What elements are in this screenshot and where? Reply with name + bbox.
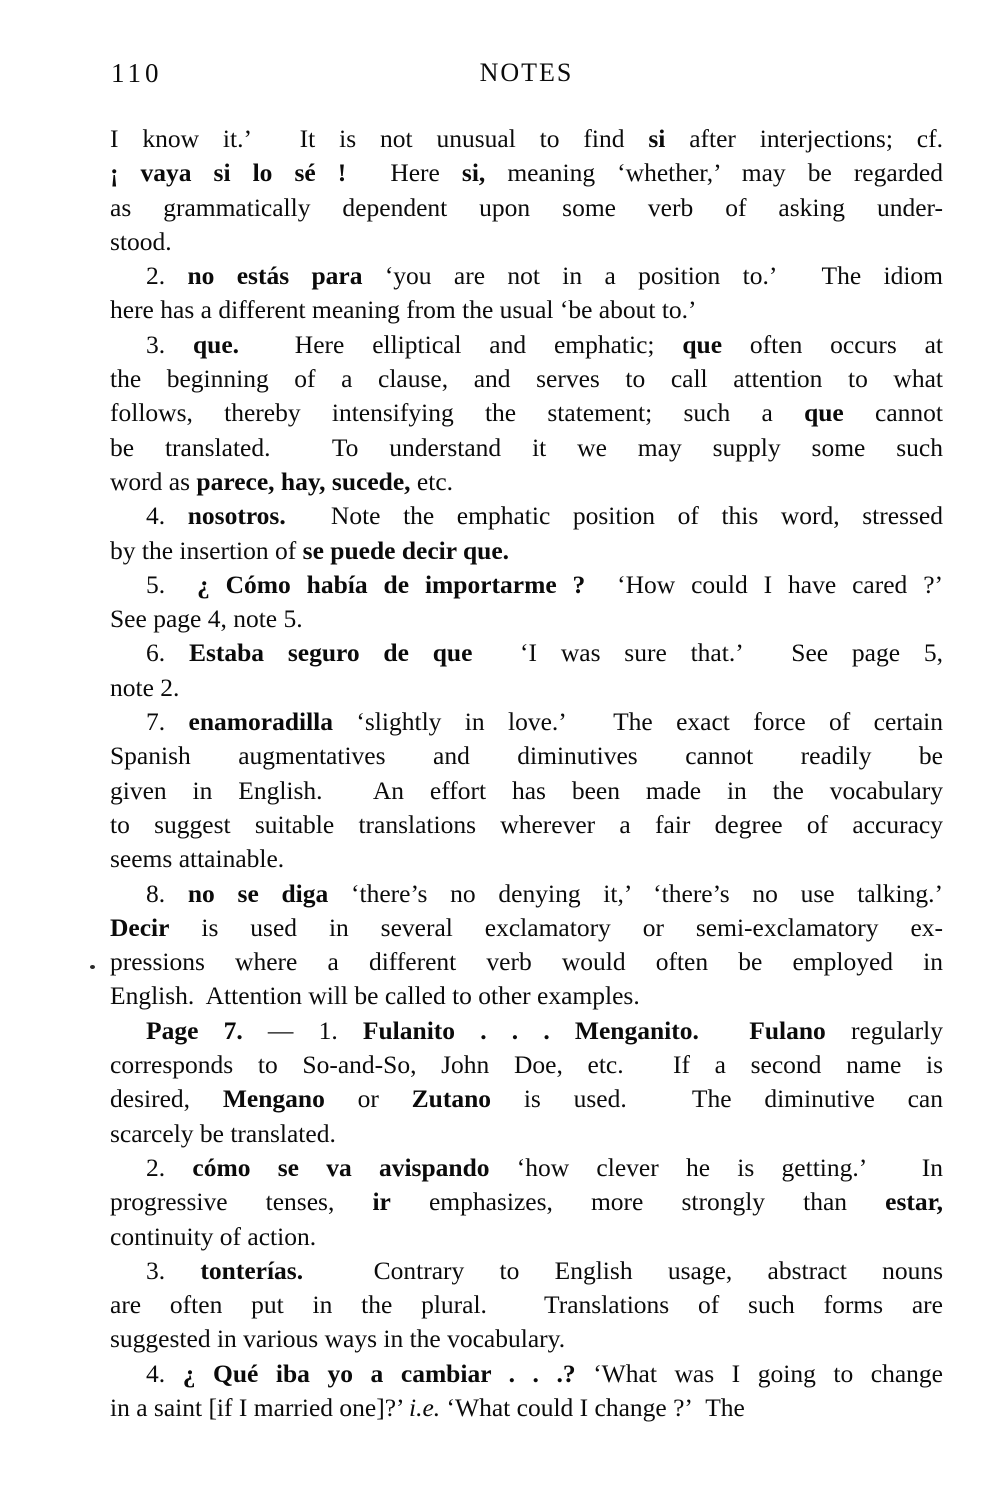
text-run: — 1. xyxy=(242,1015,363,1045)
text-line xyxy=(110,534,943,568)
text-line xyxy=(110,1082,943,1116)
bold-term: ¿ Qué iba yo a cambiar . . .? xyxy=(182,1358,576,1388)
text-run: continuity of action. xyxy=(110,1221,317,1251)
bold-term: cómo se va avispando xyxy=(192,1152,490,1182)
paragraph xyxy=(110,122,943,259)
text-run: note 2. xyxy=(110,672,180,702)
text-run xyxy=(699,1016,749,1045)
paragraph xyxy=(110,1014,943,1151)
text-line xyxy=(110,1220,943,1254)
text-line xyxy=(110,1117,943,1151)
text-run: emphasizes, more strongly than xyxy=(390,1187,886,1217)
bold-term: que xyxy=(682,329,723,359)
text-run: I know it.’ It is not unusual to find xyxy=(110,124,649,153)
text-line xyxy=(110,877,943,911)
text-line xyxy=(110,842,943,876)
bold-term: Page 7. xyxy=(146,1015,243,1045)
text-line xyxy=(110,1185,943,1219)
text-run: 4. xyxy=(146,1358,183,1388)
bold-term: no estás para xyxy=(187,261,363,291)
bold-term: se puede decir que. xyxy=(302,535,510,565)
bold-term: ¡ vaya si lo sé ! xyxy=(110,158,347,188)
bold-term: parece, hay, sucede, xyxy=(196,466,411,496)
text-run: 3. xyxy=(146,329,193,359)
page-body xyxy=(110,122,943,1425)
bold-term: tonterías. xyxy=(200,1255,304,1285)
text-line xyxy=(110,191,943,225)
text-line xyxy=(110,225,943,259)
text-line xyxy=(110,362,943,396)
text-run: scarcely be translated. xyxy=(110,1118,336,1148)
paragraph xyxy=(110,636,943,705)
text-run: the beginning of a clause, and serves to call attention to what xyxy=(110,364,943,394)
text-line xyxy=(110,156,943,190)
text-run: 7. xyxy=(146,707,189,737)
text-line xyxy=(110,499,943,533)
bold-term: Mengano xyxy=(222,1084,325,1114)
bold-term: que. xyxy=(193,329,240,359)
text-run: Here elliptical and emphatic; xyxy=(239,329,683,359)
paragraph xyxy=(110,705,943,876)
text-run: Here xyxy=(346,158,462,188)
bold-term: estar, xyxy=(885,1187,944,1217)
text-line xyxy=(110,431,943,465)
paragraph xyxy=(110,259,943,328)
text-line xyxy=(110,739,943,773)
text-line xyxy=(110,259,943,293)
text-run: seems attainable. xyxy=(110,844,285,874)
text-run: is used in several exclamatory or semi-exclamatory ex- xyxy=(169,912,943,942)
text-line xyxy=(110,396,943,430)
text-run: 6. xyxy=(146,638,189,668)
text-run: is used. The diminutive can xyxy=(491,1084,943,1114)
text-run: 8. xyxy=(146,878,188,908)
text-run: 2. xyxy=(146,261,188,291)
text-run: progressive tenses, xyxy=(110,1187,373,1217)
text-run: or xyxy=(324,1084,412,1114)
text-run: 5. xyxy=(146,569,197,599)
paragraph xyxy=(110,568,943,637)
bold-term: no se diga xyxy=(187,878,329,908)
text-run: corresponds to So-and-So, John Doe, etc. If a second name is xyxy=(110,1050,943,1080)
bold-term: que xyxy=(804,398,844,428)
text-run: Note the emphatic position of this word, stressed xyxy=(285,501,943,531)
italic-term: i.e. xyxy=(409,1392,441,1422)
paragraph xyxy=(110,1357,943,1426)
text-line xyxy=(110,568,943,602)
text-line xyxy=(110,465,943,499)
text-line xyxy=(110,636,943,670)
text-run: here has a different meaning from the usual ‘be about to.’ xyxy=(110,295,697,325)
bold-term: si xyxy=(648,124,666,153)
text-run: 3. xyxy=(146,1255,201,1285)
text-line xyxy=(110,602,943,636)
text-line xyxy=(110,705,943,739)
text-run: ‘you are not in a position to.’ The idiom xyxy=(362,261,944,291)
text-run: ‘What was I going to change xyxy=(575,1358,943,1388)
bold-term: ¿ Cómo había de importarme ? xyxy=(196,569,586,599)
text-run: stood. xyxy=(110,226,172,256)
bold-term: Fulano xyxy=(749,1015,826,1045)
text-run: ‘I was sure that.’ See page 5, xyxy=(472,638,944,668)
text-run: regularly xyxy=(825,1015,944,1045)
text-run: meaning ‘whether,’ may be regarded xyxy=(485,158,944,188)
scan-artifact-dot xyxy=(90,965,95,969)
text-run: given in English. An effort has been made in the vocabulary xyxy=(110,775,943,805)
bold-term: Fulanito . . . Menganito. xyxy=(362,1015,699,1045)
paragraph xyxy=(110,877,943,1014)
text-line xyxy=(110,1357,943,1391)
text-run: in a saint [if I married one]?’ xyxy=(110,1392,410,1422)
text-run: ‘there’s no denying it,’ ‘there’s no use talking.’ xyxy=(328,878,943,908)
text-line xyxy=(110,293,943,327)
text-run: after interjections; cf. xyxy=(665,124,943,153)
bold-term: si, xyxy=(461,158,486,188)
bold-term: nosotros. xyxy=(187,501,286,531)
text-run: be translated. To understand it we may supply some such xyxy=(110,432,943,462)
text-run: word as xyxy=(110,466,197,496)
text-run: are often put in the plural. Translations of such forms are xyxy=(110,1290,943,1320)
text-line xyxy=(110,979,943,1013)
text-line xyxy=(110,1391,943,1425)
running-head-title: NOTES xyxy=(479,58,574,87)
text-run: 4. xyxy=(146,501,188,531)
text-run: Spanish augmentatives and diminutives cannot readily be xyxy=(110,741,943,771)
text-run: ‘slightly in love.’ The exact force of certain xyxy=(333,707,944,737)
text-run: as grammatically dependent upon some verb of asking under- xyxy=(110,192,943,222)
text-run: ‘What could I change ?’ The xyxy=(440,1392,745,1422)
bold-term: Decir xyxy=(110,912,170,942)
text-line xyxy=(110,671,943,705)
text-run: suggested in various ways in the vocabulary. xyxy=(110,1324,566,1354)
text-line xyxy=(110,808,943,842)
text-run: often occurs at xyxy=(722,329,944,359)
text-line xyxy=(110,1322,943,1356)
paragraph xyxy=(110,1254,943,1357)
text-line xyxy=(110,945,943,979)
text-line xyxy=(110,122,943,156)
text-line xyxy=(110,1288,943,1322)
text-run: ‘How could I have cared ?’ xyxy=(585,569,944,599)
text-line xyxy=(110,1254,943,1288)
text-line xyxy=(110,911,943,945)
text-run: English. Attention will be called to other examples. xyxy=(110,981,640,1011)
text-run: See page 4, note 5. xyxy=(110,604,303,634)
text-run: to suggest suitable translations wherever a fair degree of accuracy xyxy=(110,809,943,839)
bold-term: ir xyxy=(372,1187,391,1217)
text-run: 2. xyxy=(146,1152,193,1182)
text-run: Contrary to English usage, abstract nouns xyxy=(303,1255,944,1285)
paragraph xyxy=(110,499,943,568)
paragraph xyxy=(110,1151,943,1254)
text-line xyxy=(110,328,943,362)
text-run: follows, thereby intensifying the statement; such a xyxy=(110,398,805,428)
text-run: etc. xyxy=(410,466,454,496)
text-run: pressions where a different verb would often be employed in xyxy=(110,947,943,977)
text-run: desired, xyxy=(110,1084,223,1114)
bold-term: Estaba seguro de que xyxy=(188,638,473,668)
text-line xyxy=(110,1048,943,1082)
text-run: ‘how clever he is getting.’ In xyxy=(489,1152,944,1182)
text-line xyxy=(110,774,943,808)
paragraph xyxy=(110,328,943,499)
page-number: 110 xyxy=(111,58,163,88)
bold-term: enamoradilla xyxy=(188,707,334,737)
bold-term: Zutano xyxy=(411,1084,492,1114)
text-line xyxy=(110,1151,943,1185)
text-line xyxy=(110,1014,943,1048)
text-run: cannot xyxy=(843,398,943,428)
text-run: by the insertion of xyxy=(110,535,303,565)
